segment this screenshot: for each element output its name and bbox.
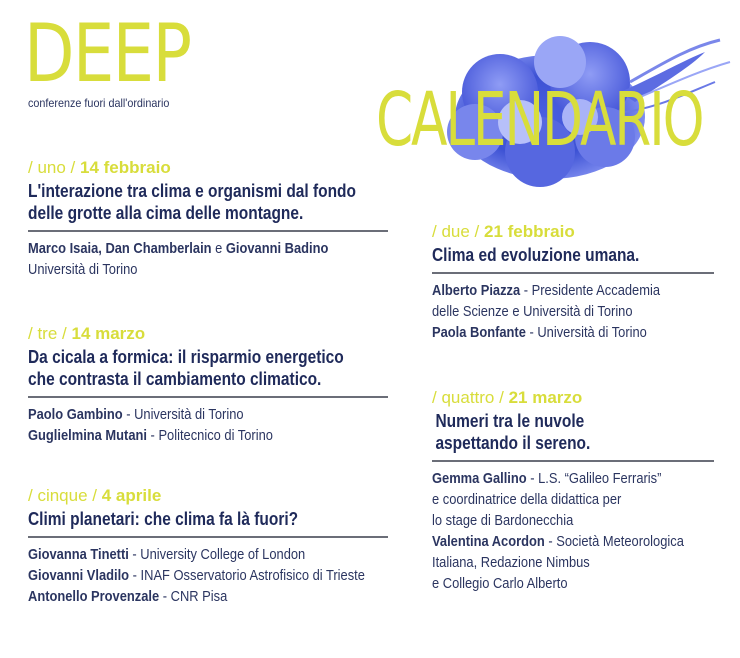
event-header: / uno / 14 febbraio	[28, 158, 171, 177]
event-speakers: Paolo Gambino - Università di Torino Guglielmina Mutani - Politecnico di Torino	[28, 406, 273, 444]
deep-logo: DEEP	[24, 7, 191, 100]
event-title: Clima ed evoluzione umana.	[432, 245, 640, 265]
divider	[432, 460, 714, 462]
event-date: 14 febbraio	[80, 158, 171, 177]
event-speakers: Gemma Gallino - L.S. “Galileo Ferraris” e coordinatrice della didattica per lo stage di Bardonecchia Valentina Acordon - Società Meteorologica Italiana, Redazione Nimbus e Collegio Carlo Alberto	[432, 470, 684, 592]
event-tre	[28, 324, 388, 446]
event-title: Climi planetari: che clima fa là fuori?	[28, 509, 299, 529]
divider	[28, 536, 388, 538]
event-header: / tre / 14 marzo	[28, 324, 146, 343]
event-cinque	[28, 486, 388, 607]
calendar-heading: CALENDARIO	[376, 77, 703, 163]
event-speakers: Marco Isaia, Dan Chamberlain e Giovanni Badino Università di Torino	[28, 240, 329, 278]
event-speakers: Alberto Piazza - Presidente Accademia delle Scienze e Università di Torino Paola Bonfante - Università di Torino	[432, 282, 661, 341]
event-header: / due / 21 febbraio	[432, 222, 575, 241]
event-title: Da cicala a formica: il risparmio energetico che contrasta il cambiamento climatico.	[28, 347, 344, 389]
divider	[28, 396, 388, 398]
event-speakers: Giovanna Tinetti - University College of London Giovanni Vladilo - INAF Osservatorio Astrofisico di Trieste Antonello Provenzale - CNR Pisa	[28, 546, 365, 605]
event-quattro	[432, 388, 714, 594]
event-date: 4 aprile	[101, 486, 162, 505]
event-date: 21 marzo	[508, 388, 583, 407]
event-header: / cinque / 4 aprile	[28, 486, 162, 505]
event-due	[432, 222, 714, 343]
divider	[28, 230, 388, 232]
divider	[432, 272, 714, 274]
event-date: 21 febbraio	[484, 222, 575, 241]
event-date: 14 marzo	[71, 324, 146, 343]
event-uno	[28, 158, 388, 280]
event-title: L'interazione tra clima e organismi dal fondo delle grotte alla cima delle montagne.	[28, 181, 356, 223]
tagline: conferenze fuori dall'ordinario	[28, 96, 170, 110]
event-header: / quattro / 21 marzo	[432, 388, 583, 407]
event-title: Numeri tra le nuvole aspettando il sereno.	[435, 411, 591, 453]
